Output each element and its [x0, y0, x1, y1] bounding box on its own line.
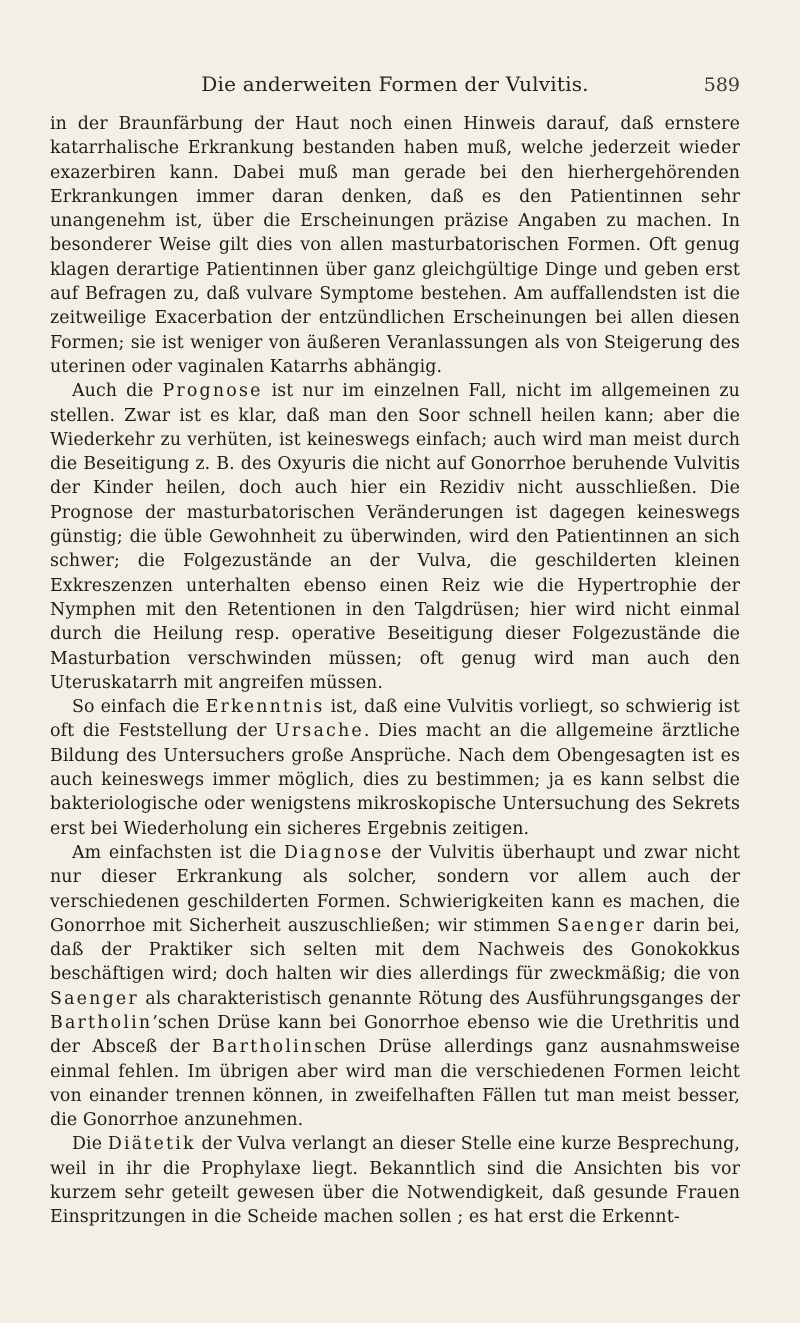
author-name: Bartholin: [212, 1037, 315, 1058]
paragraph-text: der Vulvitis überhaupt und zwar nicht nur dieser Erkrankung als solcher, sondern vor allem auch der verschiedenen geschilderten Formen. Schwierigkeiten kann es machen, die Gonorrhoe mit Sicherheit auszuschließen; wir stimmen: [50, 842, 740, 936]
paragraph-text: Auch die: [72, 381, 163, 402]
paragraph-text: Die: [72, 1134, 108, 1155]
paragraph-text: in der Braunfärbung der Haut noch einen Hinweis darauf, daß ernstere katarrhalische Erkrankung bestanden haben muß, welche jederzeit wieder exazerbiren kann. Dabei muß man gerade bei den hierhergehörenden Erkrankungen immer daran denken, daß es den Patientinnen sehr unangenehm ist, über die Erscheinungen präzise Angaben zu machen. In besonderer Weise gilt dies von allen masturbatorischen Formen. Oft genug klagen derartige Patientinnen über ganz gleichgültige Dinge und geben erst auf Befragen zu, daß vulvare Symptome bestehen. Am auffallendsten ist die zeitweilige Exacerbation der entzündlichen Erscheinungen bei allen diesen Formen; sie ist weniger von äußeren Veranlassungen als von Steigerung des uterinen oder vaginalen Katarrhs abhängig.: [50, 114, 740, 377]
paragraph-diagnosis: [50, 841, 740, 1133]
paragraph-dietetics: [50, 1132, 740, 1229]
paragraph-text: ist, daß eine Vulvitis vorliegt, so schwierig ist oft die Feststellung der: [50, 697, 740, 742]
paragraph-text: ’schen Drüse kann bei Gonorrhoe ebenso wie die Urethritis und der Absceß der: [50, 1012, 740, 1058]
running-header: [50, 72, 740, 102]
emphasized-term: Diätetik: [107, 1134, 196, 1155]
emphasized-term: Diagnose: [284, 842, 384, 863]
paragraph-text: darin bei, daß der Praktiker sich selten mit dem Nachweis des Gonokokkus beschäftigen wird; doch halten wir dies allerdings für zweckmäßig; die von: [50, 915, 740, 985]
paragraph-recognition: [50, 695, 740, 841]
paragraph-text: ist nur im einzelnen Fall, nicht im allgemeinen zu stellen. Zwar ist es klar, daß man den Soor schnell heilen kann; aber die Wiederkehr zu verhüten, ist keineswegs einfach; auch wird man meist durch die Beseitigung z. B. des Oxyuris die nicht auf Gonorrhoe beruhende Vulvitis der Kinder heilen, doch auch hier ein Rezidiv nicht ausschließen. Die Prognose der masturbatorischen Veränderungen ist dagegen keineswegs günstig; die üble Gewohnheit zu überwinden, wird den Patientinnen an sich schwer; die Folgezustände an der Vulva, die geschilderten kleinen Exkreszenzen unterhalten ebenso einen Reiz wie die Hypertrophie der Nymphen mit den Retentionen in den Talgdrüsen; hier wird nicht einmal durch die Heilung resp. operative Beseitigung dieser Folgezustände die Masturbation verschwinden müssen; oft genug wird man auch den Uteruskatarrh mit angreifen müssen.: [50, 381, 740, 693]
body-text: [50, 112, 740, 1230]
running-title: Die anderweiten Formen der Vulvitis.: [201, 72, 589, 96]
paragraph-text: . Dies macht an die allgemeine ärztliche Bildung des Untersuchers große Ansprüche. Nach dem Obengesagten ist es auch keineswegs immer möglich, dies zu bestimmen; ja es kann selbst die bakteriologische oder wenigstens mikroskopische Untersuchung des Sekrets erst bei Wiederholung ein sicheres Ergebnis zeitigen.: [50, 721, 740, 839]
paragraph-text: der Vulva verlangt an dieser Stelle eine kurze Besprechung, weil in ihr die Prophylaxe liegt. Bekanntlich sind die Ansichten bis vor kurzem sehr geteilt gewesen über die Notwendigkeit, daß gesunde Frauen Einspritzungen in die Scheide machen sollen ; es hat erst die Erkennt-: [50, 1134, 740, 1228]
paragraph-text: als charakteristisch genannte Rötung des Ausführungsganges der: [138, 988, 740, 1009]
paragraph-text: Am einfachsten ist die: [72, 842, 285, 863]
page-number: 589: [703, 74, 740, 96]
paragraph-symptoms: [50, 112, 740, 379]
author-name: Bartholin: [50, 1012, 153, 1033]
author-name: Saenger: [557, 915, 647, 936]
paragraph-text: So einfach die: [72, 697, 206, 718]
emphasized-term: Erkenntnis: [205, 697, 325, 718]
emphasized-term: Ursache: [275, 721, 364, 742]
author-name: Saenger: [50, 988, 139, 1009]
emphasized-term: Prognose: [162, 381, 263, 402]
paragraph-text: schen Drüse allerdings ganz ausnahmsweise einmal fehlen. Im übrigen aber wird man die verschiedenen Formen leicht von einander trennen können, in zweifelhaften Fällen tut man meist besser, die Gonorrhoe anzunehmen.: [50, 1037, 740, 1131]
paragraph-prognosis: [50, 379, 740, 695]
